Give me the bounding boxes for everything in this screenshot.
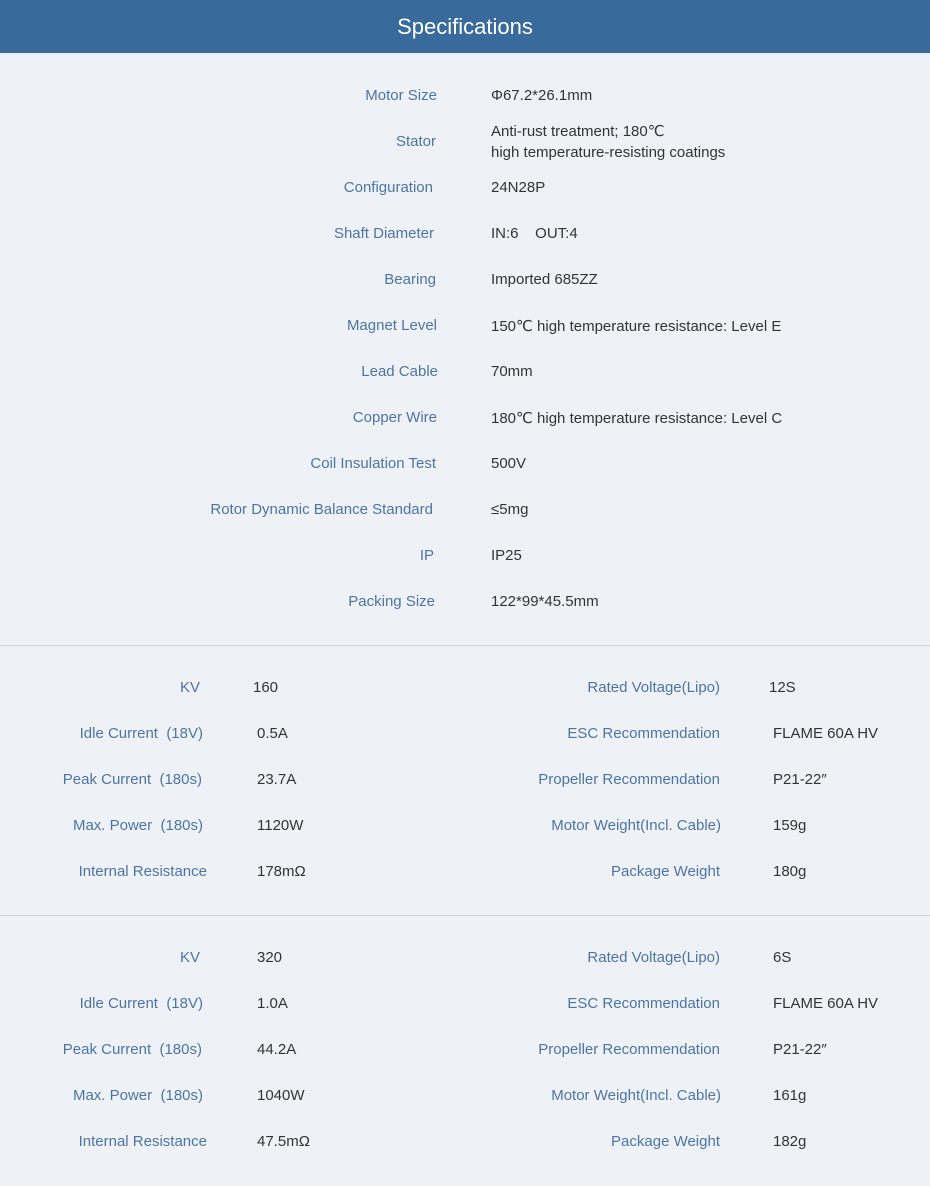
spec-label: IP (419, 547, 434, 564)
variant-value: 1120W (257, 817, 304, 834)
spec-value: ≤5mg (491, 501, 529, 518)
variant-value: 47.5mΩ (257, 1133, 310, 1150)
variant-label: Internal Resistance (78, 1133, 207, 1150)
spec-value: Anti-rust treatment; 180℃ (491, 123, 665, 140)
variant-value: P21-22″ (773, 1041, 827, 1058)
variant-label: Peak Current (180s) (62, 771, 202, 788)
spec-value: Φ67.2*26.1mm (491, 87, 593, 104)
variant-label: Idle Current (18V) (79, 725, 203, 742)
spec-value: 24N28P (491, 179, 546, 196)
spec-value: 180℃ high temperature resistance: Level C (491, 410, 783, 427)
variant-value: 180g (773, 863, 807, 880)
variant-label: Max. Power (180s) (72, 817, 203, 834)
spec-label: Rotor Dynamic Balance Standard (210, 501, 433, 518)
variant-value: 1040W (257, 1087, 305, 1104)
variant-label: Package Weight (611, 1133, 720, 1150)
spec-label: Motor Size (365, 87, 437, 104)
variant-value: FLAME 60A HV (773, 725, 879, 742)
spec-value: IN:6 OUT:4 (491, 225, 578, 242)
spec-label: Copper Wire (352, 409, 437, 426)
spec-label: Coil Insulation Test (310, 455, 436, 472)
variant-label: KV (179, 679, 200, 696)
variant-value: 1.0A (257, 995, 288, 1012)
variant-label: Idle Current (18V) (79, 995, 203, 1012)
variant-label: ESC Recommendation (567, 995, 720, 1012)
spec-label: Bearing (384, 271, 436, 288)
variant-label: Peak Current (180s) (62, 1041, 202, 1058)
variant-value: 320 (257, 949, 283, 966)
spec-label: Magnet Level (346, 317, 437, 334)
variant-value: 44.2A (257, 1041, 297, 1058)
spec-label: Shaft Diameter (333, 225, 434, 242)
variant-value: FLAME 60A HV (773, 995, 879, 1012)
spec-value: 122*99*45.5mm (491, 593, 599, 610)
variant-value: 6S (773, 949, 792, 966)
variant-value: 0.5A (257, 725, 288, 742)
variant-value: 159g (773, 817, 807, 834)
spec-label: Stator (395, 133, 436, 150)
variant-label: Max. Power (180s) (72, 1087, 203, 1104)
spec-value: Imported 685ZZ (491, 271, 598, 288)
spec-label: Packing Size (348, 593, 435, 610)
variant-value: 182g (773, 1133, 807, 1150)
spec-value: 70mm (491, 363, 533, 380)
variant-label: KV (179, 949, 200, 966)
spec-value: IP25 (491, 547, 522, 564)
variant-value: P21-22″ (773, 771, 827, 788)
variant-label: Rated Voltage(Lipo) (587, 679, 720, 696)
page-header (0, 0, 930, 53)
page-title: Specifications (397, 13, 533, 39)
section-divider (0, 915, 930, 916)
variant-label: Propeller Recommendation (538, 1041, 720, 1058)
variant-label: Motor Weight(Incl. Cable) (551, 817, 721, 834)
spec-value: 500V (491, 455, 527, 472)
variant-value: 23.7A (257, 771, 297, 788)
variant-value: 12S (769, 679, 796, 696)
variant-value: 161g (773, 1087, 807, 1104)
spec-value: 150℃ high temperature resistance: Level E (491, 318, 782, 335)
variant-value: 160 (253, 679, 279, 696)
variant-label: Propeller Recommendation (538, 771, 720, 788)
spec-label: Lead Cable (361, 363, 438, 380)
spec-value-line2: high temperature-resisting coatings (491, 144, 726, 161)
section-divider (0, 645, 930, 646)
spec-label: Configuration (343, 179, 433, 196)
variant-label: ESC Recommendation (567, 725, 720, 742)
variant-label: Rated Voltage(Lipo) (587, 949, 720, 966)
variant-value: 178mΩ (257, 863, 306, 880)
variant-label: Internal Resistance (78, 863, 207, 880)
variant-label: Package Weight (611, 863, 720, 880)
variant-label: Motor Weight(Incl. Cable) (551, 1087, 721, 1104)
